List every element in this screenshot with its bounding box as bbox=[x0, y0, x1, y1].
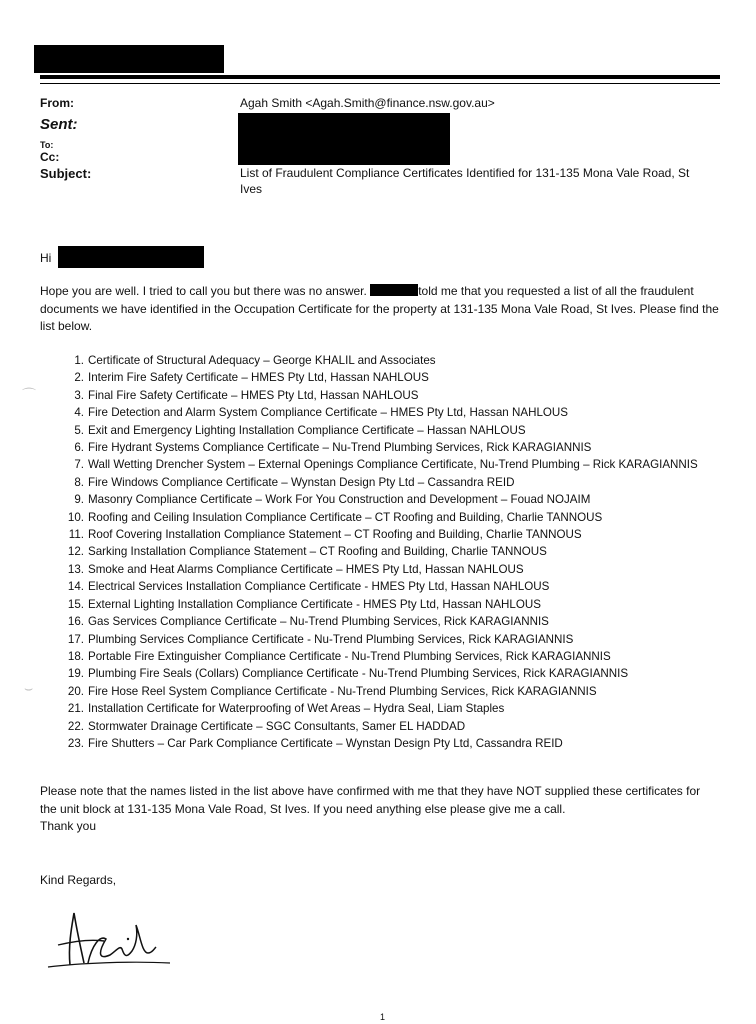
list-item-number: 14. bbox=[67, 580, 84, 594]
top-redaction bbox=[34, 45, 224, 73]
list-item-text: Installation Certificate for Waterproofing of Wet Areas – Hydra Seal, Liam Staples bbox=[88, 702, 505, 716]
intro-text-before: Hope you are well. I tried to call you but there was no answer. bbox=[40, 284, 367, 298]
certificate-list bbox=[60, 352, 720, 752]
list-item-text: Roof Covering Installation Compliance Statement – CT Roofing and Building, Charlie TANNOUS bbox=[88, 528, 582, 542]
list-item-number: 19. bbox=[67, 667, 84, 681]
to-label: To: bbox=[40, 140, 54, 150]
list-item bbox=[60, 648, 720, 665]
list-item-text: Certificate of Structural Adequacy – George KHALIL and Associates bbox=[88, 354, 436, 367]
list-item-number: 20. bbox=[67, 684, 84, 698]
list-item-number: 9. bbox=[74, 493, 84, 507]
scan-mark: ⌒ bbox=[22, 387, 36, 403]
list-item-text: Electrical Services Installation Compliance Certificate - HMES Pty Ltd, Hassan NAHLOUS bbox=[88, 580, 550, 594]
list-item-number: 23. bbox=[67, 736, 84, 750]
list-item-number: 15. bbox=[67, 597, 84, 611]
cc-label: Cc: bbox=[40, 150, 60, 164]
list-item bbox=[60, 718, 720, 735]
list-item-text: Plumbing Services Compliance Certificate - Nu-Trend Plumbing Services, Rick KARAGIANNIS bbox=[88, 632, 574, 646]
closing-text: Please note that the names listed in the list above have confirmed with me that they have NOT supplied these certificates for the unit block at 131-135 Mona Vale Road, St Ives. If you need anything else please give me a call. bbox=[40, 784, 701, 816]
list-item bbox=[60, 526, 720, 543]
list-item bbox=[60, 369, 720, 386]
list-item bbox=[60, 543, 720, 560]
list-item-text: Wall Wetting Drencher System – External Openings Compliance Certificate, Nu-Trend Plumbing – Rick KARAGIANNIS bbox=[88, 458, 698, 472]
header-rule-thin bbox=[40, 83, 720, 84]
sent-label: Sent: bbox=[40, 116, 78, 133]
greeting-text: Hi bbox=[40, 251, 52, 265]
list-item-number: 7. bbox=[74, 458, 84, 472]
handwritten-signature bbox=[40, 905, 180, 975]
list-item-text: Exit and Emergency Lighting Installation Compliance Certificate – Hassan NAHLOUS bbox=[88, 423, 526, 437]
list-item-text: Final Fire Safety Certificate – HMES Pty Ltd, Hassan NAHLOUS bbox=[88, 388, 419, 402]
page-number: 1 bbox=[380, 1012, 386, 1022]
list-item-number: 1. bbox=[74, 354, 84, 367]
list-item bbox=[60, 352, 720, 369]
list-item bbox=[60, 596, 720, 613]
list-item bbox=[60, 665, 720, 682]
list-item bbox=[60, 491, 720, 508]
list-item bbox=[60, 561, 720, 578]
closing-paragraph bbox=[40, 783, 720, 836]
list-item-number: 3. bbox=[74, 388, 84, 402]
list-item bbox=[60, 474, 720, 491]
list-item bbox=[60, 700, 720, 717]
list-item-number: 4. bbox=[74, 406, 84, 420]
list-item-text: External Lighting Installation Compliance Certificate - HMES Pty Ltd, Hassan NAHLOUS bbox=[88, 597, 541, 611]
list-item bbox=[60, 439, 720, 456]
list-item-number: 16. bbox=[67, 615, 84, 629]
list-item-text: Fire Hose Reel System Compliance Certificate - Nu-Trend Plumbing Services, Rick KARAGIANNIS bbox=[88, 684, 597, 698]
recipients-redaction bbox=[238, 113, 450, 165]
list-item-text: Masonry Compliance Certificate – Work For You Construction and Development – Fouad NOJAIM bbox=[88, 493, 591, 507]
intro-text-after: told me that you requested a list of all the fraudulent documents we have identified in the Occupation Certificate for the property at 131-135 Mona Vale Road, St Ives. Please find the list below. bbox=[40, 284, 719, 333]
list-item-number: 18. bbox=[67, 649, 84, 663]
list-item-text: Roofing and Ceiling Insulation Compliance Certificate – CT Roofing and Building, Charlie TANNOUS bbox=[88, 510, 603, 524]
from-value: Agah Smith <Agah.Smith@finance.nsw.gov.au> bbox=[240, 96, 495, 110]
list-item-number: 5. bbox=[74, 423, 84, 437]
subject-value: List of Fraudulent Compliance Certificates Identified for 131-135 Mona Vale Road, St Ives bbox=[240, 166, 690, 196]
list-item-number: 12. bbox=[67, 545, 84, 559]
list-item-number: 22. bbox=[67, 719, 84, 733]
list-item bbox=[60, 404, 720, 421]
regards: Kind Regards, bbox=[40, 873, 117, 887]
list-item-number: 13. bbox=[67, 562, 84, 576]
list-item bbox=[60, 387, 720, 404]
list-item bbox=[60, 613, 720, 630]
list-item-text: Portable Fire Extinguisher Compliance Certificate - Nu-Trend Plumbing Services, Rick KARAGIANNIS bbox=[88, 649, 611, 663]
list-item-number: 21. bbox=[67, 702, 84, 716]
list-item-text: Fire Windows Compliance Certificate – Wynstan Design Pty Ltd – Cassandra REID bbox=[88, 475, 515, 489]
subject-label: Subject: bbox=[40, 166, 92, 181]
list-item-text: Smoke and Heat Alarms Compliance Certificate – HMES Pty Ltd, Hassan NAHLOUS bbox=[88, 562, 524, 576]
list-item-number: 17. bbox=[67, 632, 84, 646]
list-item bbox=[60, 683, 720, 700]
list-item-number: 8. bbox=[74, 475, 84, 489]
list-item-text: Sarking Installation Compliance Statement – CT Roofing and Building, Charlie TANNOUS bbox=[88, 545, 547, 559]
scan-mark: ⌣ bbox=[24, 680, 34, 696]
from-label: From: bbox=[40, 96, 74, 110]
list-item-number: 2. bbox=[74, 371, 84, 385]
list-item-number: 10. bbox=[67, 510, 84, 524]
list-item-text: Fire Shutters – Car Park Compliance Certificate – Wynstan Design Pty Ltd, Cassandra REID bbox=[88, 736, 563, 750]
list-item-text: Fire Detection and Alarm System Compliance Certificate – HMES Pty Ltd, Hassan NAHLOUS bbox=[88, 406, 569, 420]
list-item-text: Gas Services Compliance Certificate – Nu-Trend Plumbing Services, Rick KARAGIANNIS bbox=[88, 615, 549, 629]
list-item bbox=[60, 735, 720, 752]
list-item-number: 6. bbox=[74, 441, 84, 455]
thanks-text: Thank you bbox=[40, 819, 97, 833]
list-item bbox=[60, 578, 720, 595]
list-item bbox=[60, 422, 720, 439]
list-item-text: Stormwater Drainage Certificate – SGC Consultants, Samer EL HADDAD bbox=[88, 719, 466, 733]
list-item-text: Plumbing Fire Seals (Collars) Compliance Certificate - Nu-Trend Plumbing Services, Rick KARAGIANNIS bbox=[88, 667, 629, 681]
intro-paragraph bbox=[40, 283, 720, 336]
list-item-text: Fire Hydrant Systems Compliance Certificate – Nu-Trend Plumbing Services, Rick KARAGIANNIS bbox=[88, 441, 592, 455]
list-item-text: Interim Fire Safety Certificate – HMES Pty Ltd, Hassan NAHLOUS bbox=[88, 371, 429, 385]
header-rule-thick bbox=[40, 75, 720, 79]
recipient-name-redaction bbox=[58, 246, 204, 268]
list-item bbox=[60, 456, 720, 473]
inline-name-redaction bbox=[370, 284, 418, 296]
list-item bbox=[60, 631, 720, 648]
list-item bbox=[60, 509, 720, 526]
list-item-number: 11. bbox=[68, 528, 84, 542]
